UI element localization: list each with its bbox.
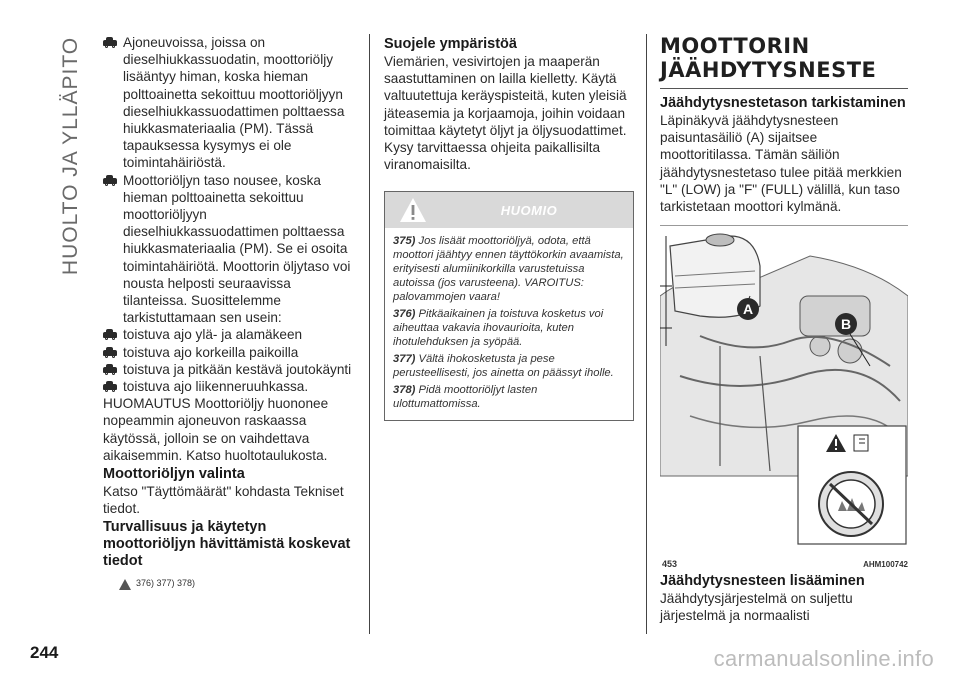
- figure-number: 453: [662, 559, 678, 570]
- page-number: 244: [30, 643, 59, 662]
- engine-bay-illustration: [660, 226, 908, 558]
- list-item: toistuva ja pitkään kestävä joutokäynti: [103, 361, 358, 378]
- heading-environment: Suojele ympäristöä: [384, 36, 517, 52]
- car-bullet-icon: [103, 329, 117, 341]
- car-bullet-icon: [103, 381, 117, 393]
- car-bullet-icon: [103, 175, 117, 187]
- list-item: toistuva ajo liikenneruuhkassa.: [103, 378, 358, 395]
- paragraph: Jäähdytysjärjestelmä on suljettu järjestelmä ja normaalisti: [660, 591, 853, 624]
- column-2: [384, 34, 634, 421]
- car-bullet-icon: [103, 364, 117, 376]
- warning-box-header: [385, 192, 633, 228]
- list-item: Moottoriöljyn taso nousee, koska hieman polttoainetta sekoittuu moottoriöljyyn dieselhiukkassuodattimen polttaessa hiukkasmateriaalia (PM). Se ei osoita toimintahäiriötä. Moottorin öljytaso voi nousta helposti seuraavissa tilanteissa. Suosittelemme tarkistuttamaan sen usein:: [103, 172, 358, 327]
- watermark: carmanualsonline.info: [713, 646, 934, 671]
- paragraph: Läpinäkyvä jäähdytysnesteen paisuntasäiliö (A) sijaitsee moottoritilassa. Tämän säiliön jäähdytysnestetaso tulee pitää merkkien "L" (LOW) ja "F" (FULL) välillä, kun taso tarkistetaan moottori kylmänä.: [660, 113, 902, 215]
- callout-label-a: A: [742, 301, 754, 318]
- figure-code: AHM100742: [863, 560, 908, 570]
- list-item: Ajoneuvoissa, joissa on dieselhiukkassuodatin, moottoriöljy lisääntyy himan, koska hieman polttoainetta sekoittuu moottoriöljyyn dieselhiukkassuodattimen polttaessa hiukkasmateriaalia (PM). Tässä tapauksessa kysymys ei ole toimintahäiriöstä.: [103, 34, 358, 172]
- heading-oil-safety: Turvallisuus ja käytetyn moottoriöljyn hävittämistä koskevat tiedot: [103, 519, 351, 570]
- paragraph: Katso "Täyttömäärät" kohdasta Tekniset tiedot.: [103, 484, 344, 517]
- heading-coolant-check: Jäähdytysnestetason tarkistaminen: [660, 95, 906, 111]
- heading-add-coolant: Jäähdytysnesteen lisääminen: [660, 573, 865, 590]
- car-bullet-icon: [103, 37, 117, 49]
- warning-box-body: [385, 228, 633, 420]
- warning-box: [384, 191, 634, 421]
- list-item: toistuva ajo korkeilla paikoilla: [103, 344, 358, 361]
- note-paragraph: HUOMAUTUS Moottoriöljy huononee nopeammin ajoneuvon raskaassa käytössä, jolloin se on vaihdettava aikaisemmin. Katso huoltotaulukosta.: [103, 396, 329, 463]
- column-3: [660, 34, 908, 625]
- list-item: toistuva ajo ylä- ja alamäkeen: [103, 326, 358, 343]
- section-title: MOOTTORIN JÄÄHDYTYSNESTE: [660, 34, 877, 82]
- section-side-title: HUOLTO JA YLLÄPITO: [59, 36, 83, 276]
- warning-references: 376) 377) 378): [119, 575, 358, 592]
- warning-item: 377) Vältä ihokosketusta ja pese perusteellisesti, jos ainetta on päässyt iholle.: [393, 353, 614, 380]
- warning-item: 376) Pitkäaikainen ja toistuva kosketus voi aiheuttaa vakavia ihovaurioita, kuten ihotulehduksen ja syöpää.: [393, 308, 604, 349]
- warning-box-title: HUOMIO: [500, 203, 558, 219]
- warning-item: 378) Pidä moottoriöljyt lasten ulottumattomissa.: [393, 384, 538, 411]
- column-divider: [646, 34, 647, 634]
- column-divider: [369, 34, 370, 634]
- title-divider: [660, 88, 908, 89]
- car-bullet-icon: [103, 347, 117, 359]
- heading-oil-selection: Moottoriöljyn valinta: [103, 466, 245, 483]
- column-1: [103, 34, 358, 593]
- engine-bay-figure: [660, 225, 908, 570]
- callout-label-b: B: [840, 316, 852, 333]
- paragraph: Viemärien, vesivirtojen ja maaperän saastuttaminen on lailla kielletty. Käytä valtuutettuja keräyspisteitä, kuten yleisiä jäteasemia ja korjaamoja, joihin voidaan toimittaa käytetyt öljyt ja öljysuodattimet. Kysy tarvittaessa ohjeita paikallisilta viranomaisilta.: [384, 54, 627, 173]
- warning-item: 375) Jos lisäät moottoriöljyä, odota, että moottori jäähtyy ennen täyttökorkin avaamista, erityisesti alumiinikorkilla varustetuissa autoissa (jos varusteena). VAROITUS: palovammojen vaara!: [393, 235, 624, 304]
- warning-triangle-icon: [119, 579, 131, 590]
